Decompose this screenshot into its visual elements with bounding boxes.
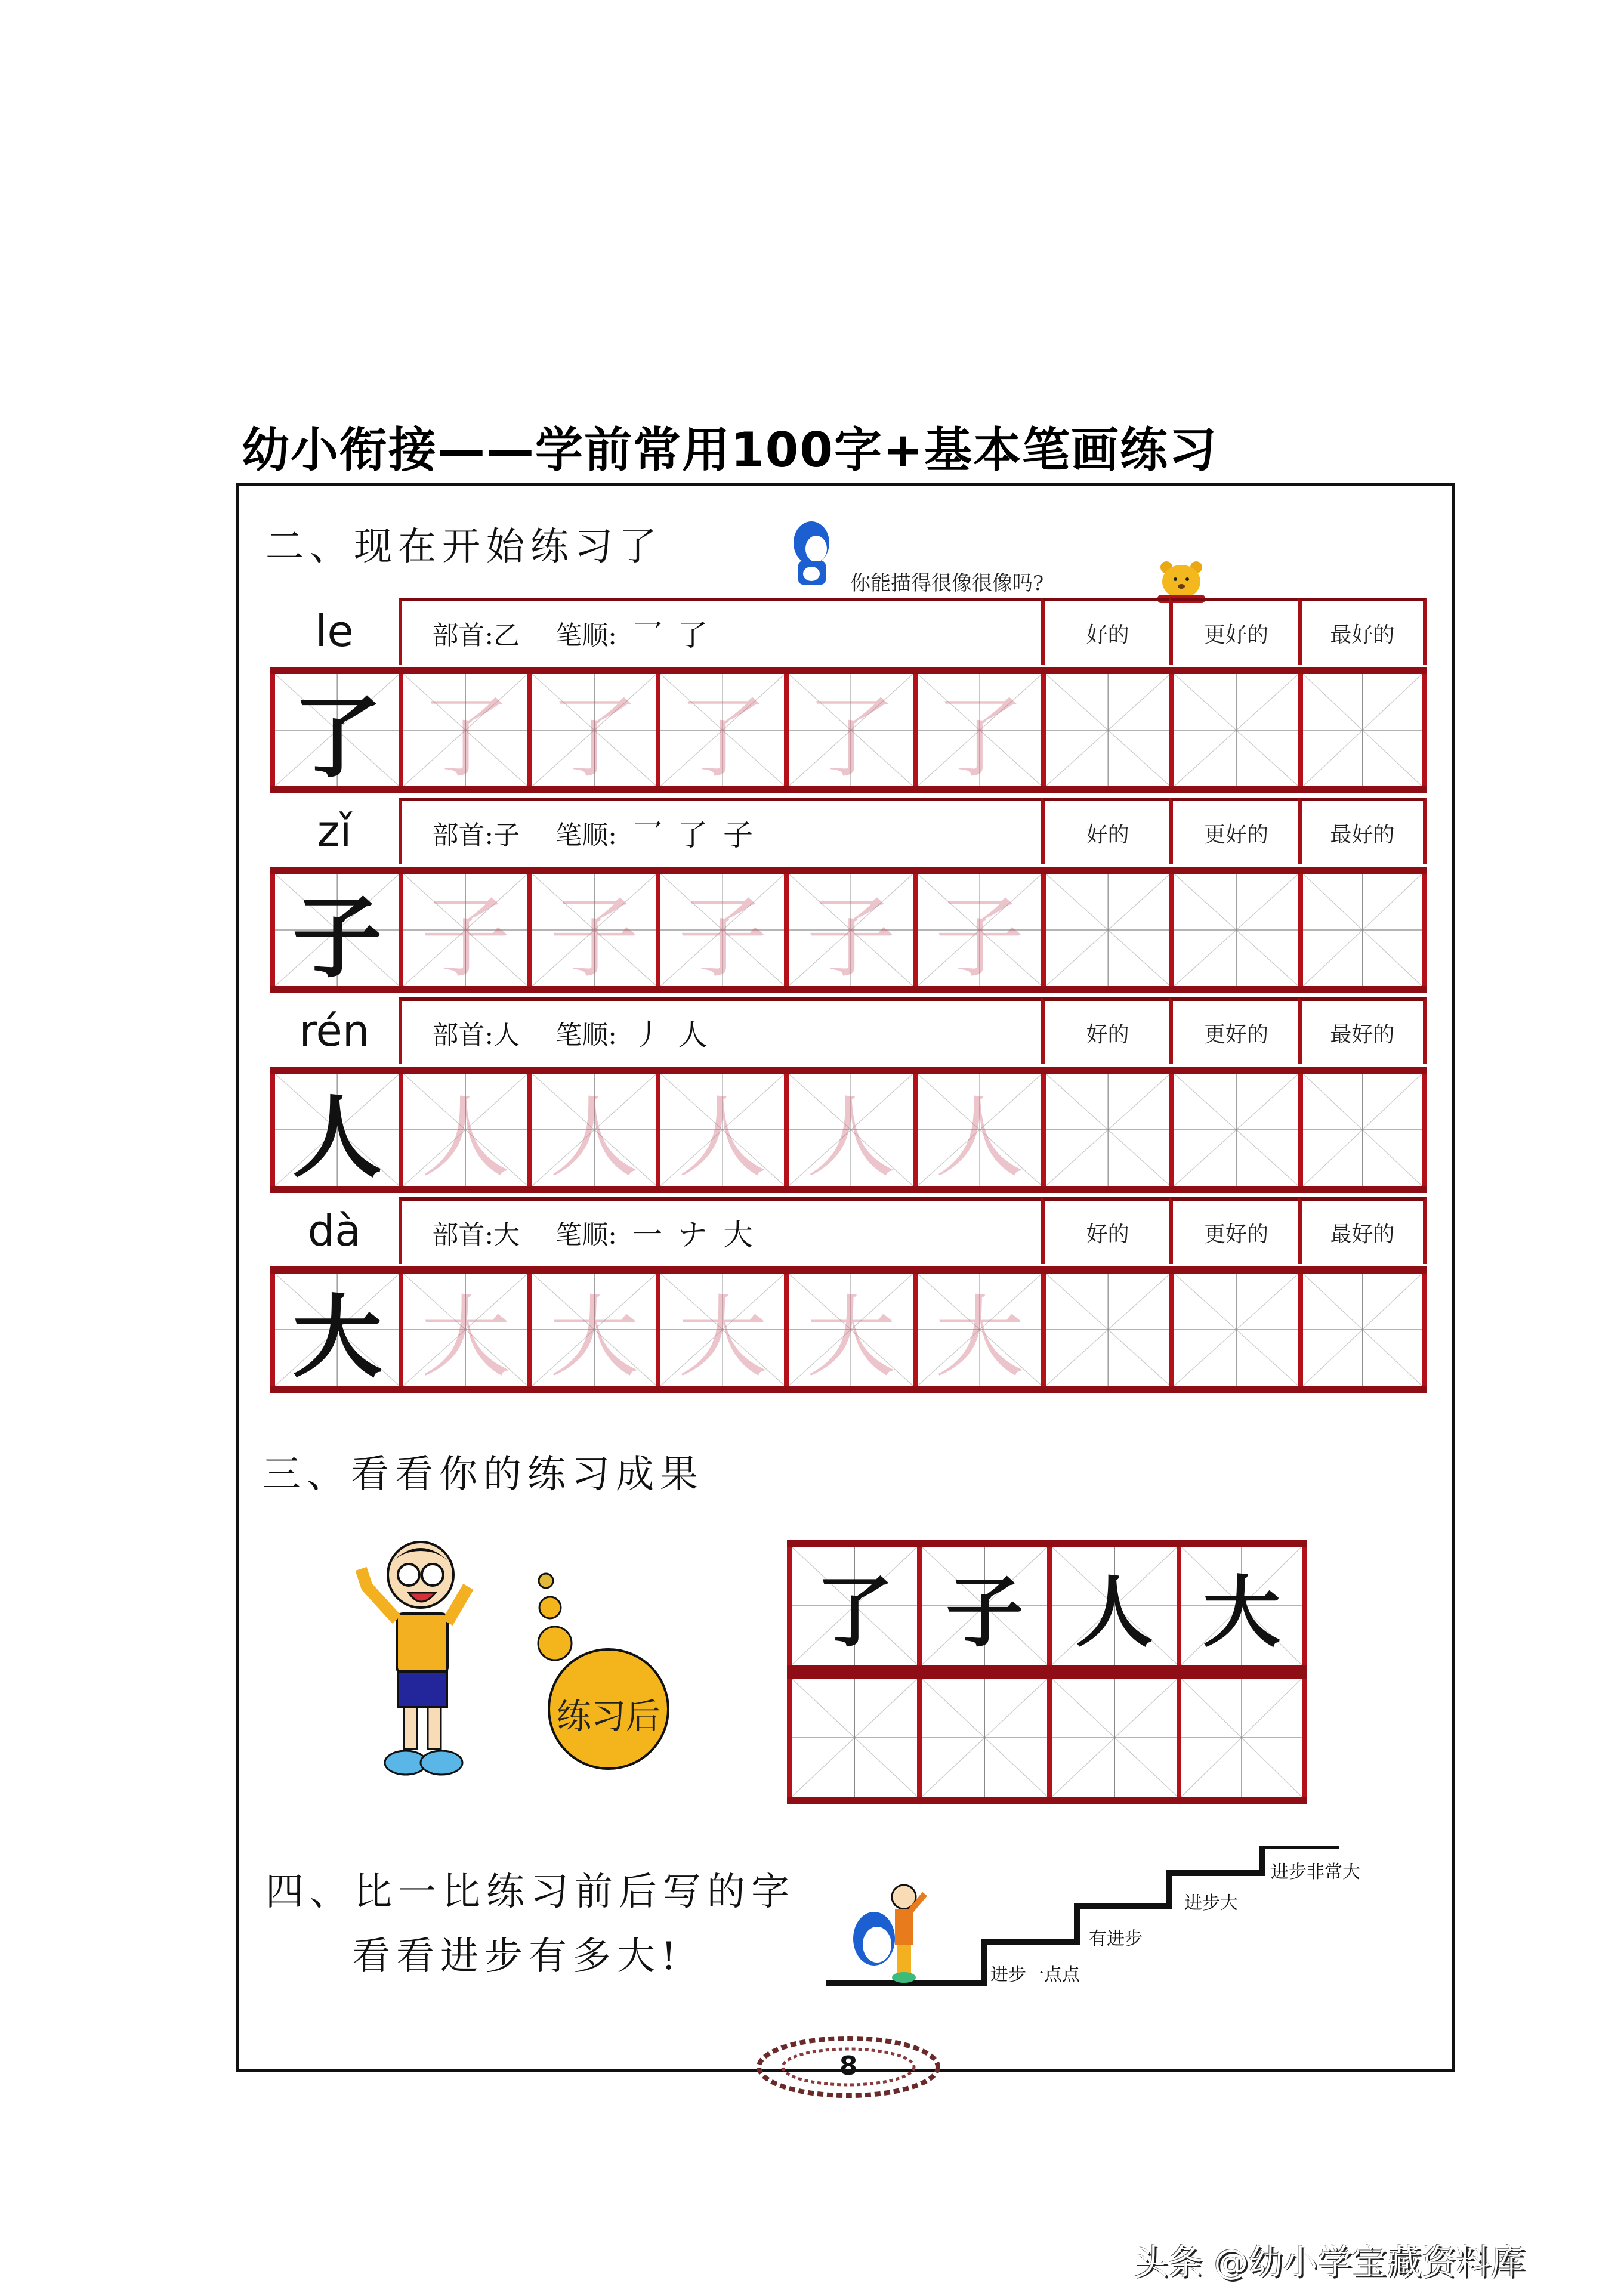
trace-character: 大 xyxy=(806,1286,896,1390)
stair-label-4: 进步非常大 xyxy=(1271,1862,1360,1883)
page-number: 8 xyxy=(839,2051,858,2081)
trace-character: 了 xyxy=(549,687,639,790)
trace-character: 了 xyxy=(421,687,511,790)
trace-character: 大 xyxy=(678,1286,768,1390)
model-character-cell xyxy=(270,1274,399,1390)
level-label-best: 最好的 xyxy=(1298,598,1427,665)
trace-character: 大 xyxy=(934,1286,1024,1390)
trace-cell[interactable] xyxy=(399,874,527,990)
tip-text: 你能描得很像很像吗? xyxy=(850,571,1044,595)
trace-cell[interactable] xyxy=(399,1074,527,1190)
section4-heading-line2: 看看进步有多大! xyxy=(352,1935,683,1979)
radical-value: 大 xyxy=(493,1220,520,1250)
trace-cell[interactable] xyxy=(784,674,913,790)
level-label-good: 好的 xyxy=(1041,598,1171,665)
bubble-text: 练习后 xyxy=(556,1696,660,1736)
trace-cell[interactable] xyxy=(527,674,656,790)
trace-cell[interactable] xyxy=(913,874,1042,990)
trace-character: 子 xyxy=(678,886,768,990)
trace-character: 人 xyxy=(934,1086,1024,1190)
model-character-cell xyxy=(270,674,399,790)
level-label-good: 好的 xyxy=(1041,1197,1171,1264)
trace-cell[interactable] xyxy=(784,1074,913,1190)
page-title: 幼小衔接——学前常用100字+基本笔画练习 xyxy=(242,422,1218,478)
stroke-step: 乛 xyxy=(632,618,662,653)
blank-practice-cell[interactable] xyxy=(1169,1274,1298,1386)
model-character: 大 xyxy=(292,1285,382,1390)
thought-bubble xyxy=(519,1569,698,1772)
stroke-order-label: 笔顺: xyxy=(555,1220,617,1250)
blank-practice-cell[interactable] xyxy=(1169,674,1298,786)
trace-cell[interactable] xyxy=(399,674,527,790)
stroke-step: 乛 xyxy=(632,818,662,852)
practice-row xyxy=(270,1067,1427,1193)
level-label-good: 好的 xyxy=(1041,798,1171,864)
trace-cell[interactable] xyxy=(527,1074,656,1190)
result-character-cell xyxy=(1047,1547,1178,1665)
blank-practice-cell[interactable] xyxy=(1298,674,1427,786)
level-label-best: 最好的 xyxy=(1298,997,1427,1064)
pinyin-label: rén xyxy=(299,1006,370,1056)
trace-cell[interactable] xyxy=(527,874,656,990)
trace-character: 大 xyxy=(549,1286,639,1390)
radical-label: 部首: xyxy=(432,1020,494,1050)
trace-cell[interactable] xyxy=(913,1274,1042,1390)
trace-cell[interactable] xyxy=(656,1274,785,1390)
trace-cell[interactable] xyxy=(527,1274,656,1390)
blank-practice-cell[interactable] xyxy=(1041,674,1170,786)
trace-character: 人 xyxy=(549,1086,639,1190)
trace-cell[interactable] xyxy=(784,1274,913,1390)
radical-label: 部首: xyxy=(432,820,494,851)
model-character: 了 xyxy=(292,685,382,790)
blank-practice-cell[interactable] xyxy=(1041,1274,1170,1386)
section4-heading-line1: 四、比一比练习前后写的字 xyxy=(265,1870,795,1914)
practice-row xyxy=(270,867,1427,993)
stroke-order-label: 笔顺: xyxy=(555,820,617,851)
trace-cell[interactable] xyxy=(913,674,1042,790)
trace-cell[interactable] xyxy=(656,874,785,990)
stroke-step: 人 xyxy=(677,1018,708,1052)
level-label-better: 更好的 xyxy=(1169,997,1299,1064)
level-label-better: 更好的 xyxy=(1169,598,1299,665)
radical-stroke-info xyxy=(399,997,1042,1064)
blank-practice-cell[interactable] xyxy=(1298,874,1427,986)
trace-character: 子 xyxy=(421,886,511,990)
result-blank-cell[interactable] xyxy=(917,1679,1048,1797)
stair-label-1: 进步一点点 xyxy=(990,1964,1080,1985)
result-character: 了 xyxy=(816,1566,894,1658)
model-character: 子 xyxy=(292,885,382,990)
result-character: 人 xyxy=(1075,1566,1153,1658)
section3-heading: 三、看看你的练习成果 xyxy=(263,1453,704,1497)
radical-value: 人 xyxy=(493,1020,520,1050)
result-character: 子 xyxy=(946,1566,1024,1658)
practice-row xyxy=(270,1266,1427,1393)
level-label-better: 更好的 xyxy=(1169,1197,1299,1264)
result-blank-cell[interactable] xyxy=(1047,1679,1178,1797)
trace-cell[interactable] xyxy=(399,1274,527,1390)
stroke-step: 大 xyxy=(723,1217,753,1252)
radical-label: 部首: xyxy=(432,620,494,651)
pinyin-label: zǐ xyxy=(317,806,352,856)
trace-cell[interactable] xyxy=(656,674,785,790)
model-character-cell xyxy=(270,1074,399,1190)
stair-label-3: 进步大 xyxy=(1184,1893,1238,1914)
stroke-order-label: 笔顺: xyxy=(555,1020,617,1050)
stroke-step: 丿 xyxy=(632,1018,662,1052)
radical-value: 乙 xyxy=(493,620,520,651)
level-label-better: 更好的 xyxy=(1169,798,1299,864)
stroke-step: ナ xyxy=(677,1217,708,1252)
radical-stroke-info xyxy=(399,1197,1042,1264)
pinyin-label: le xyxy=(315,606,354,656)
row-header xyxy=(270,1197,1427,1264)
model-character: 人 xyxy=(292,1085,382,1190)
stroke-step: 了 xyxy=(677,618,708,653)
level-label-good: 好的 xyxy=(1041,997,1171,1064)
model-character-cell xyxy=(270,874,399,990)
stroke-step: 子 xyxy=(723,818,753,852)
trace-character: 人 xyxy=(806,1086,896,1190)
radical-value: 子 xyxy=(493,820,520,851)
radical-label: 部首: xyxy=(432,1220,494,1250)
blank-practice-cell[interactable] xyxy=(1298,1274,1427,1386)
level-label-best: 最好的 xyxy=(1298,798,1427,864)
result-character-cell xyxy=(1177,1547,1307,1665)
result-row xyxy=(787,1671,1307,1804)
trace-character: 了 xyxy=(806,687,896,790)
stroke-order-label: 笔顺: xyxy=(555,620,617,651)
trace-character: 人 xyxy=(421,1086,511,1190)
result-blank-cell[interactable] xyxy=(1177,1679,1307,1797)
trace-character: 大 xyxy=(421,1286,511,1390)
blank-practice-cell[interactable] xyxy=(1041,874,1170,986)
blank-practice-cell[interactable] xyxy=(1041,1074,1170,1186)
trace-character: 子 xyxy=(934,886,1024,990)
row-header xyxy=(270,598,1427,665)
result-character-cell xyxy=(787,1547,918,1665)
pinyin-label: dà xyxy=(307,1206,362,1256)
blank-practice-cell[interactable] xyxy=(1169,874,1298,986)
trace-character: 人 xyxy=(678,1086,768,1190)
trace-character: 了 xyxy=(934,687,1024,790)
result-character: 大 xyxy=(1203,1566,1281,1658)
stair-label-2: 有进步 xyxy=(1089,1929,1143,1949)
blank-practice-cell[interactable] xyxy=(1298,1074,1427,1186)
nobita-illustration xyxy=(349,1533,504,1784)
trace-character: 子 xyxy=(806,886,896,990)
result-grid xyxy=(787,1540,1307,1804)
doraemon-icon xyxy=(788,519,835,591)
radical-stroke-info xyxy=(399,598,1042,665)
result-blank-cell[interactable] xyxy=(787,1679,918,1797)
progress-stairs xyxy=(826,1846,1399,1989)
trace-character: 了 xyxy=(678,687,768,790)
section2-heading: 二、现在开始练习了 xyxy=(265,525,663,569)
page-number-ornament xyxy=(753,2034,944,2100)
trace-character: 子 xyxy=(549,886,639,990)
practice-row xyxy=(270,667,1427,793)
radical-stroke-info xyxy=(399,798,1042,864)
stroke-step: 了 xyxy=(677,818,708,852)
trace-cell[interactable] xyxy=(913,1074,1042,1190)
row-header xyxy=(270,997,1427,1064)
result-character-cell xyxy=(917,1547,1048,1665)
watermark: 头条 @幼小学宝藏资料库 xyxy=(1134,2242,1526,2282)
trace-cell[interactable] xyxy=(784,874,913,990)
row-header xyxy=(270,798,1427,864)
result-row xyxy=(787,1540,1307,1672)
stroke-step: 一 xyxy=(632,1217,662,1252)
level-label-best: 最好的 xyxy=(1298,1197,1427,1264)
trace-cell[interactable] xyxy=(656,1074,785,1190)
blank-practice-cell[interactable] xyxy=(1169,1074,1298,1186)
doraemon-nobita-icon xyxy=(850,1882,928,1983)
